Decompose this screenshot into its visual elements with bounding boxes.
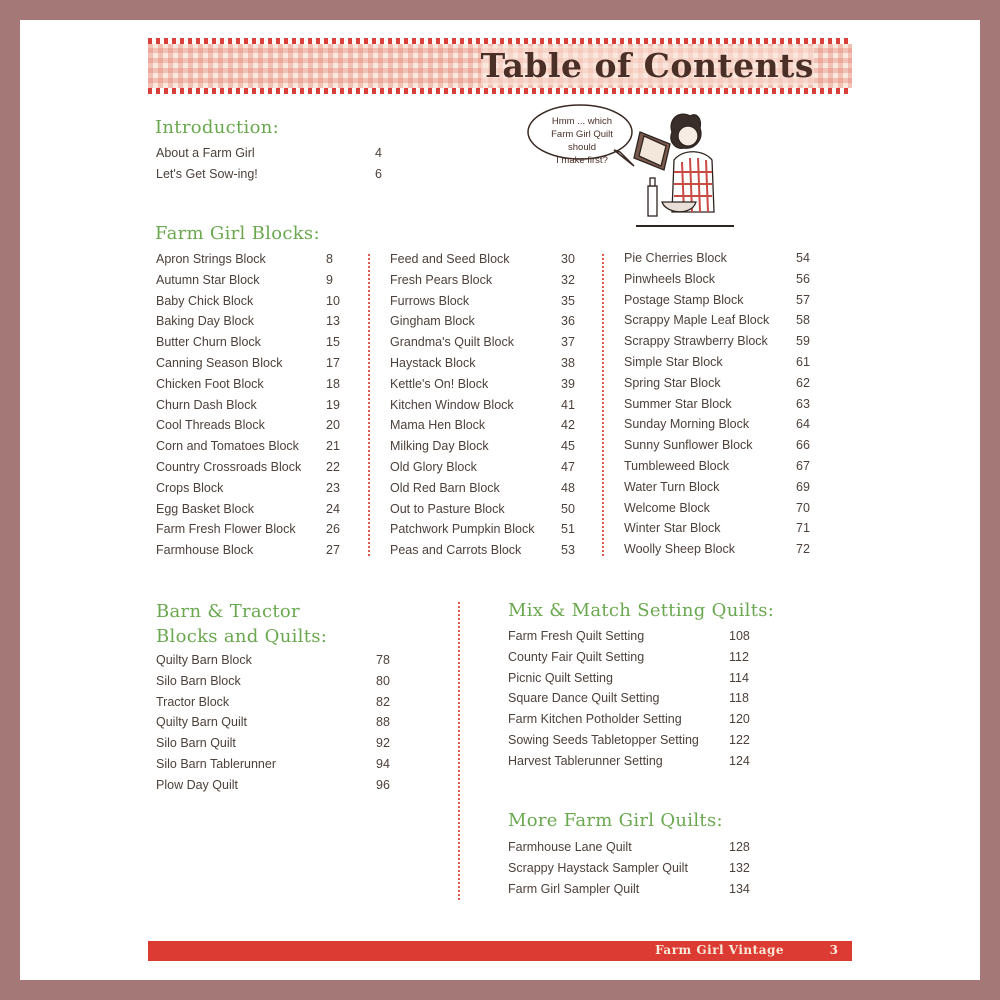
toc-entry[interactable] bbox=[624, 501, 824, 522]
entry-page: 15 bbox=[326, 335, 340, 350]
entry-name: County Fair Quilt Setting bbox=[508, 649, 645, 664]
entry-page: 72 bbox=[796, 542, 810, 557]
entry-page: 128 bbox=[729, 840, 750, 854]
toc-entry[interactable] bbox=[156, 502, 356, 523]
farm-girl-blocks-col1 bbox=[156, 252, 356, 564]
speech-bubble-text bbox=[539, 115, 625, 167]
entry-name: Feed and Seed Block bbox=[390, 252, 510, 266]
entry-page: 50 bbox=[561, 501, 575, 516]
toc-entry[interactable] bbox=[156, 167, 396, 188]
toc-entry[interactable] bbox=[624, 313, 824, 334]
toc-entry[interactable] bbox=[390, 418, 590, 439]
section-divider bbox=[458, 602, 460, 900]
entry-page: 24 bbox=[326, 501, 340, 516]
entry-name: Simple Star Block bbox=[624, 354, 723, 369]
toc-entry[interactable] bbox=[508, 671, 768, 692]
entry-name: Peas and Carrots Block bbox=[390, 543, 522, 558]
entry-page: 8 bbox=[326, 252, 333, 266]
entry-page: 9 bbox=[326, 272, 333, 287]
toc-entry[interactable] bbox=[508, 650, 768, 671]
entry-page: 42 bbox=[561, 418, 575, 433]
toc-entry[interactable] bbox=[156, 778, 406, 799]
banner-scallop-bottom bbox=[148, 88, 852, 94]
entry-page: 118 bbox=[729, 691, 749, 706]
entry-page: 19 bbox=[326, 397, 340, 412]
entry-name: Gingham Block bbox=[390, 314, 475, 329]
barn-tractor-heading bbox=[156, 599, 327, 649]
entry-name: Mama Hen Block bbox=[390, 418, 486, 433]
entry-name: Canning Season Block bbox=[156, 355, 283, 370]
toc-entry[interactable] bbox=[390, 314, 590, 335]
entry-page: 10 bbox=[326, 293, 340, 308]
entry-name: Old Red Barn Block bbox=[390, 480, 500, 495]
entry-name: Grandma's Quilt Block bbox=[390, 335, 514, 350]
entry-page: 114 bbox=[729, 670, 749, 685]
entry-name: Woolly Sheep Block bbox=[624, 542, 735, 557]
entry-page: 108 bbox=[729, 629, 750, 643]
toc-entry[interactable] bbox=[156, 543, 356, 564]
entry-page: 59 bbox=[796, 334, 810, 349]
entry-page: 13 bbox=[326, 314, 340, 329]
entry-page: 69 bbox=[796, 479, 810, 494]
entry-name: Scrappy Maple Leaf Block bbox=[624, 313, 770, 328]
entry-page: 64 bbox=[796, 417, 810, 432]
entry-name: Quilty Barn Block bbox=[156, 653, 252, 667]
entry-name: Egg Basket Block bbox=[156, 501, 254, 516]
toc-entry[interactable] bbox=[156, 715, 406, 736]
entry-name: Cool Threads Block bbox=[156, 418, 265, 433]
entry-name: Country Crossroads Block bbox=[156, 459, 302, 474]
toc-entry[interactable] bbox=[156, 522, 356, 543]
entry-name: Spring Star Block bbox=[624, 375, 721, 390]
toc-entry[interactable] bbox=[156, 481, 356, 502]
toc-entry[interactable] bbox=[156, 294, 356, 315]
column-divider bbox=[368, 254, 370, 556]
toc-entry[interactable] bbox=[508, 629, 768, 650]
entry-name: Farm Kitchen Potholder Setting bbox=[508, 712, 682, 727]
entry-name: Scrappy Haystack Sampler Quilt bbox=[508, 860, 688, 875]
entry-name: Out to Pasture Block bbox=[390, 501, 505, 516]
toc-entry[interactable] bbox=[390, 460, 590, 481]
toc-entry[interactable] bbox=[624, 542, 824, 563]
toc-entry[interactable] bbox=[156, 377, 356, 398]
toc-entry[interactable] bbox=[624, 334, 824, 355]
entry-name: Water Turn Block bbox=[624, 479, 720, 494]
toc-entry[interactable] bbox=[390, 335, 590, 356]
entry-page: 122 bbox=[729, 732, 750, 747]
entry-name: Butter Churn Block bbox=[156, 335, 261, 350]
farm-girl-blocks-heading: Farm Girl Blocks: bbox=[155, 223, 320, 244]
entry-name: Sowing Seeds Tabletopper Setting bbox=[508, 732, 699, 747]
toc-entry[interactable] bbox=[624, 480, 824, 501]
toc-entry[interactable] bbox=[508, 691, 768, 712]
entry-page: 134 bbox=[729, 881, 750, 896]
entry-page: 57 bbox=[796, 292, 810, 307]
entry-page: 27 bbox=[326, 543, 340, 558]
entry-page: 30 bbox=[561, 252, 575, 266]
toc-entry[interactable] bbox=[624, 376, 824, 397]
entry-page: 17 bbox=[326, 355, 340, 370]
entry-name: About a Farm Girl bbox=[156, 146, 255, 160]
toc-entry[interactable] bbox=[156, 418, 356, 439]
barn-tractor-list bbox=[156, 653, 406, 799]
entry-page: 66 bbox=[796, 438, 810, 453]
toc-entry[interactable] bbox=[508, 840, 768, 861]
speech-line-3: I make first? bbox=[556, 155, 608, 166]
entry-name: Haystack Block bbox=[390, 355, 476, 370]
entry-page: 20 bbox=[326, 418, 340, 433]
entry-name: Furrows Block bbox=[390, 293, 470, 308]
entry-page: 88 bbox=[376, 715, 390, 730]
entry-name: Farmhouse Block bbox=[156, 543, 254, 558]
entry-name: Farm Fresh Flower Block bbox=[156, 522, 296, 537]
introduction-heading: Introduction: bbox=[155, 117, 279, 138]
entry-name: Corn and Tomatoes Block bbox=[156, 439, 299, 454]
entry-name: Silo Barn Tablerunner bbox=[156, 756, 276, 771]
toc-entry[interactable] bbox=[156, 460, 356, 481]
entry-page: 54 bbox=[796, 251, 810, 265]
barn-tractor-heading-line1: Barn & Tractor bbox=[156, 601, 300, 622]
toc-entry[interactable] bbox=[624, 355, 824, 376]
entry-name: Farmhouse Lane Quilt bbox=[508, 840, 632, 854]
entry-name: Baking Day Block bbox=[156, 314, 254, 329]
toc-entry[interactable] bbox=[508, 712, 768, 733]
entry-page: 38 bbox=[561, 355, 575, 370]
entry-page: 35 bbox=[561, 293, 575, 308]
farm-girl-blocks-col3 bbox=[624, 251, 824, 563]
more-farm-girl-list bbox=[508, 840, 768, 902]
toc-entry[interactable] bbox=[156, 736, 406, 757]
toc-entry[interactable] bbox=[156, 695, 406, 716]
banner-scallop-top bbox=[148, 38, 852, 44]
entry-name: Welcome Block bbox=[624, 500, 710, 515]
entry-name: Summer Star Block bbox=[624, 396, 732, 411]
entry-name: Farm Girl Sampler Quilt bbox=[508, 881, 640, 896]
entry-name: Picnic Quilt Setting bbox=[508, 670, 613, 685]
toc-entry[interactable] bbox=[508, 861, 768, 882]
entry-page: 23 bbox=[326, 480, 340, 495]
entry-name: Sunday Morning Block bbox=[624, 417, 750, 432]
farm-girl-blocks-col2 bbox=[390, 252, 590, 564]
entry-name: Let's Get Sow-ing! bbox=[156, 166, 258, 181]
toc-entry[interactable] bbox=[156, 356, 356, 377]
entry-page: 63 bbox=[796, 396, 810, 411]
toc-entry[interactable] bbox=[390, 481, 590, 502]
entry-name: Kitchen Window Block bbox=[390, 397, 514, 412]
toc-entry[interactable] bbox=[390, 377, 590, 398]
entry-name: Harvest Tablerunner Setting bbox=[508, 753, 663, 768]
toc-entry[interactable] bbox=[156, 757, 406, 778]
entry-name: Milking Day Block bbox=[390, 439, 489, 454]
entry-page: 45 bbox=[561, 439, 575, 454]
toc-entry[interactable] bbox=[624, 521, 824, 542]
entry-page: 47 bbox=[561, 459, 575, 474]
toc-entry[interactable] bbox=[390, 294, 590, 315]
entry-name: Pie Cherries Block bbox=[624, 251, 727, 265]
entry-name: Kettle's On! Block bbox=[390, 376, 489, 391]
toc-entry[interactable] bbox=[390, 502, 590, 523]
entry-page: 56 bbox=[796, 271, 810, 286]
entry-name: Autumn Star Block bbox=[156, 272, 260, 287]
entry-page: 61 bbox=[796, 354, 810, 369]
entry-page: 18 bbox=[326, 376, 340, 391]
toc-entry[interactable] bbox=[156, 439, 356, 460]
entry-name: Tumbleweed Block bbox=[624, 458, 730, 473]
entry-page: 48 bbox=[561, 480, 575, 495]
entry-page: 22 bbox=[326, 459, 340, 474]
more-farm-girl-heading: More Farm Girl Quilts: bbox=[508, 810, 723, 831]
entry-name: Baby Chick Block bbox=[156, 293, 254, 308]
entry-page: 62 bbox=[796, 375, 810, 390]
entry-page: 78 bbox=[376, 653, 390, 667]
entry-name: Farm Fresh Quilt Setting bbox=[508, 629, 645, 643]
footer-page-number: 3 bbox=[829, 943, 838, 957]
entry-page: 94 bbox=[376, 756, 390, 771]
entry-page: 41 bbox=[561, 397, 575, 412]
page-footer bbox=[148, 941, 852, 961]
toc-entry[interactable] bbox=[390, 356, 590, 377]
speech-line-2: Farm Girl Quilt should bbox=[551, 129, 613, 153]
entry-page: 51 bbox=[561, 522, 575, 537]
column-divider bbox=[602, 254, 604, 556]
footer-book-title: Farm Girl Vintage bbox=[655, 943, 784, 957]
toc-entry[interactable] bbox=[156, 252, 356, 273]
toc-entry[interactable] bbox=[390, 273, 590, 294]
toc-entry[interactable] bbox=[508, 882, 768, 903]
entry-name: Postage Stamp Block bbox=[624, 292, 744, 307]
entry-page: 112 bbox=[729, 649, 749, 664]
entry-page: 70 bbox=[796, 500, 810, 515]
toc-entry[interactable] bbox=[156, 653, 406, 674]
toc-entry[interactable] bbox=[156, 146, 396, 167]
page-title: Table of Contents bbox=[480, 46, 814, 85]
speech-line-1: Hmm ... which bbox=[551, 116, 613, 127]
toc-entry[interactable] bbox=[624, 293, 824, 314]
entry-page: 92 bbox=[376, 736, 390, 751]
toc-entry[interactable] bbox=[624, 417, 824, 438]
entry-name: Silo Barn Quilt bbox=[156, 736, 236, 751]
toc-entry[interactable] bbox=[156, 674, 406, 695]
entry-page: 71 bbox=[796, 521, 810, 536]
entry-name: Sunny Sunflower Block bbox=[624, 438, 753, 453]
toc-entry[interactable] bbox=[390, 522, 590, 543]
entry-name: Old Glory Block bbox=[390, 459, 477, 474]
entry-name: Winter Star Block bbox=[624, 521, 721, 536]
entry-name: Patchwork Pumpkin Block bbox=[390, 522, 535, 537]
toc-entry[interactable] bbox=[624, 397, 824, 418]
entry-name: Apron Strings Block bbox=[156, 252, 266, 266]
entry-page: 82 bbox=[376, 694, 390, 709]
entry-name: Plow Day Quilt bbox=[156, 777, 238, 792]
toc-entry[interactable] bbox=[156, 314, 356, 335]
entry-name: Crops Block bbox=[156, 480, 224, 495]
toc-entry[interactable] bbox=[156, 398, 356, 419]
entry-page: 6 bbox=[375, 166, 382, 181]
entry-name: Chicken Foot Block bbox=[156, 376, 264, 391]
entry-page: 124 bbox=[729, 753, 750, 768]
entry-page: 120 bbox=[729, 712, 750, 727]
entry-name: Tractor Block bbox=[156, 694, 230, 709]
entry-name: Pinwheels Block bbox=[624, 271, 716, 286]
introduction-list bbox=[156, 146, 396, 188]
entry-page: 67 bbox=[796, 458, 810, 473]
toc-entry[interactable] bbox=[156, 335, 356, 356]
entry-page: 39 bbox=[561, 376, 575, 391]
toc-entry[interactable] bbox=[624, 272, 824, 293]
barn-tractor-heading-line2: Blocks and Quilts: bbox=[156, 626, 328, 647]
toc-entry[interactable] bbox=[624, 438, 824, 459]
entry-page: 4 bbox=[375, 146, 382, 160]
title-banner bbox=[148, 38, 852, 94]
entry-page: 53 bbox=[561, 543, 575, 558]
toc-entry[interactable] bbox=[390, 398, 590, 419]
entry-name: Square Dance Quilt Setting bbox=[508, 691, 660, 706]
entry-page: 80 bbox=[376, 673, 390, 688]
toc-entry[interactable] bbox=[390, 543, 590, 564]
entry-name: Silo Barn Block bbox=[156, 673, 241, 688]
toc-entry[interactable] bbox=[624, 459, 824, 480]
toc-entry[interactable] bbox=[390, 439, 590, 460]
entry-name: Churn Dash Block bbox=[156, 397, 257, 412]
mix-match-list bbox=[508, 629, 768, 775]
entry-page: 58 bbox=[796, 313, 810, 328]
entry-name: Quilty Barn Quilt bbox=[156, 715, 248, 730]
toc-entry[interactable] bbox=[508, 754, 768, 775]
entry-name: Fresh Pears Block bbox=[390, 272, 493, 287]
entry-page: 132 bbox=[729, 860, 750, 875]
entry-page: 21 bbox=[326, 439, 340, 454]
entry-page: 37 bbox=[561, 335, 575, 350]
entry-page: 36 bbox=[561, 314, 575, 329]
entry-page: 96 bbox=[376, 777, 390, 792]
toc-entry[interactable] bbox=[508, 733, 768, 754]
entry-page: 32 bbox=[561, 272, 575, 287]
toc-entry[interactable] bbox=[624, 251, 824, 272]
toc-entry[interactable] bbox=[390, 252, 590, 273]
toc-entry[interactable] bbox=[156, 273, 356, 294]
entry-name: Scrappy Strawberry Block bbox=[624, 334, 768, 349]
entry-page: 26 bbox=[326, 522, 340, 537]
mix-match-heading: Mix & Match Setting Quilts: bbox=[508, 600, 775, 621]
